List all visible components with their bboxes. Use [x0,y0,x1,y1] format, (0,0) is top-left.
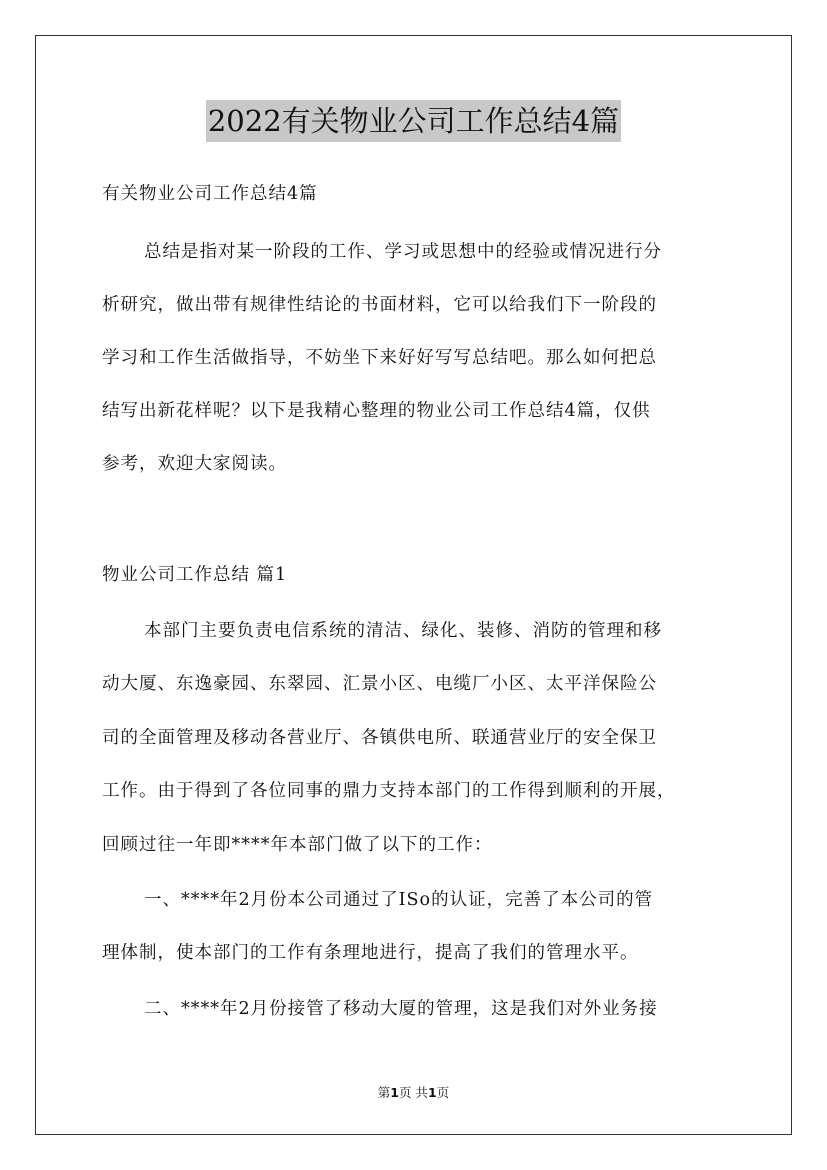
paragraph-line: 动大厦、东逸豪园、东翠园、汇景小区、电缆厂小区、太平洋保险公 [102,674,657,694]
footer-page-total: 1 [427,1085,437,1100]
paragraph-line: 总结是指对某一阶段的工作、学习或思想中的经验或情况进行分 [144,242,662,262]
paragraph-line: 理体制，使本部门的工作有条理地进行，提高了我们的管理水平。 [102,943,639,963]
footer-mid: 页 共 [399,1085,428,1100]
page-footer [0,1083,827,1101]
footer-prefix: 第 [377,1085,391,1100]
paragraph-line: 一、****年2月份本公司通过了ISo的认证，完善了本公司的管 [144,890,654,910]
paragraph-line: 学习和工作生活做指导，不妨坐下来好好写写总结吧。那么如何把总 [102,348,657,368]
paragraph-line: 析研究，做出带有规律性结论的书面材料，它可以给我们下一阶段的 [102,295,657,315]
paragraph-line: 工作。由于得到了各位同事的鼎力支持本部门的工作得到顺利的开展， [102,781,676,801]
footer-page-number: 1 [390,1085,399,1100]
title-container [0,100,827,142]
paragraph-line: 参考，欢迎大家阅读。 [102,454,287,474]
paragraph-line: 司的全面管理及移动各营业厅、各镇供电所、联通营业厅的安全保卫 [102,728,657,748]
paragraph-line: 回顾过往一年即****年本部门做了以下的工作： [102,835,493,855]
subtitle: 有关物业公司工作总结4篇 [102,184,318,204]
section-heading: 物业公司工作总结 篇1 [102,565,288,585]
paragraph-line: 本部门主要负责电信系统的清洁、绿化、装修、消防的管理和移 [144,621,662,641]
paragraph-line: 二、****年2月份接管了移动大厦的管理，这是我们对外业务接 [144,999,658,1019]
document-title: 2022有关物业公司工作总结4篇 [206,100,621,142]
paragraph-line: 结写出新花样呢？以下是我精心整理的物业公司工作总结4篇，仅供 [102,401,651,421]
footer-suffix: 页 [436,1085,450,1100]
